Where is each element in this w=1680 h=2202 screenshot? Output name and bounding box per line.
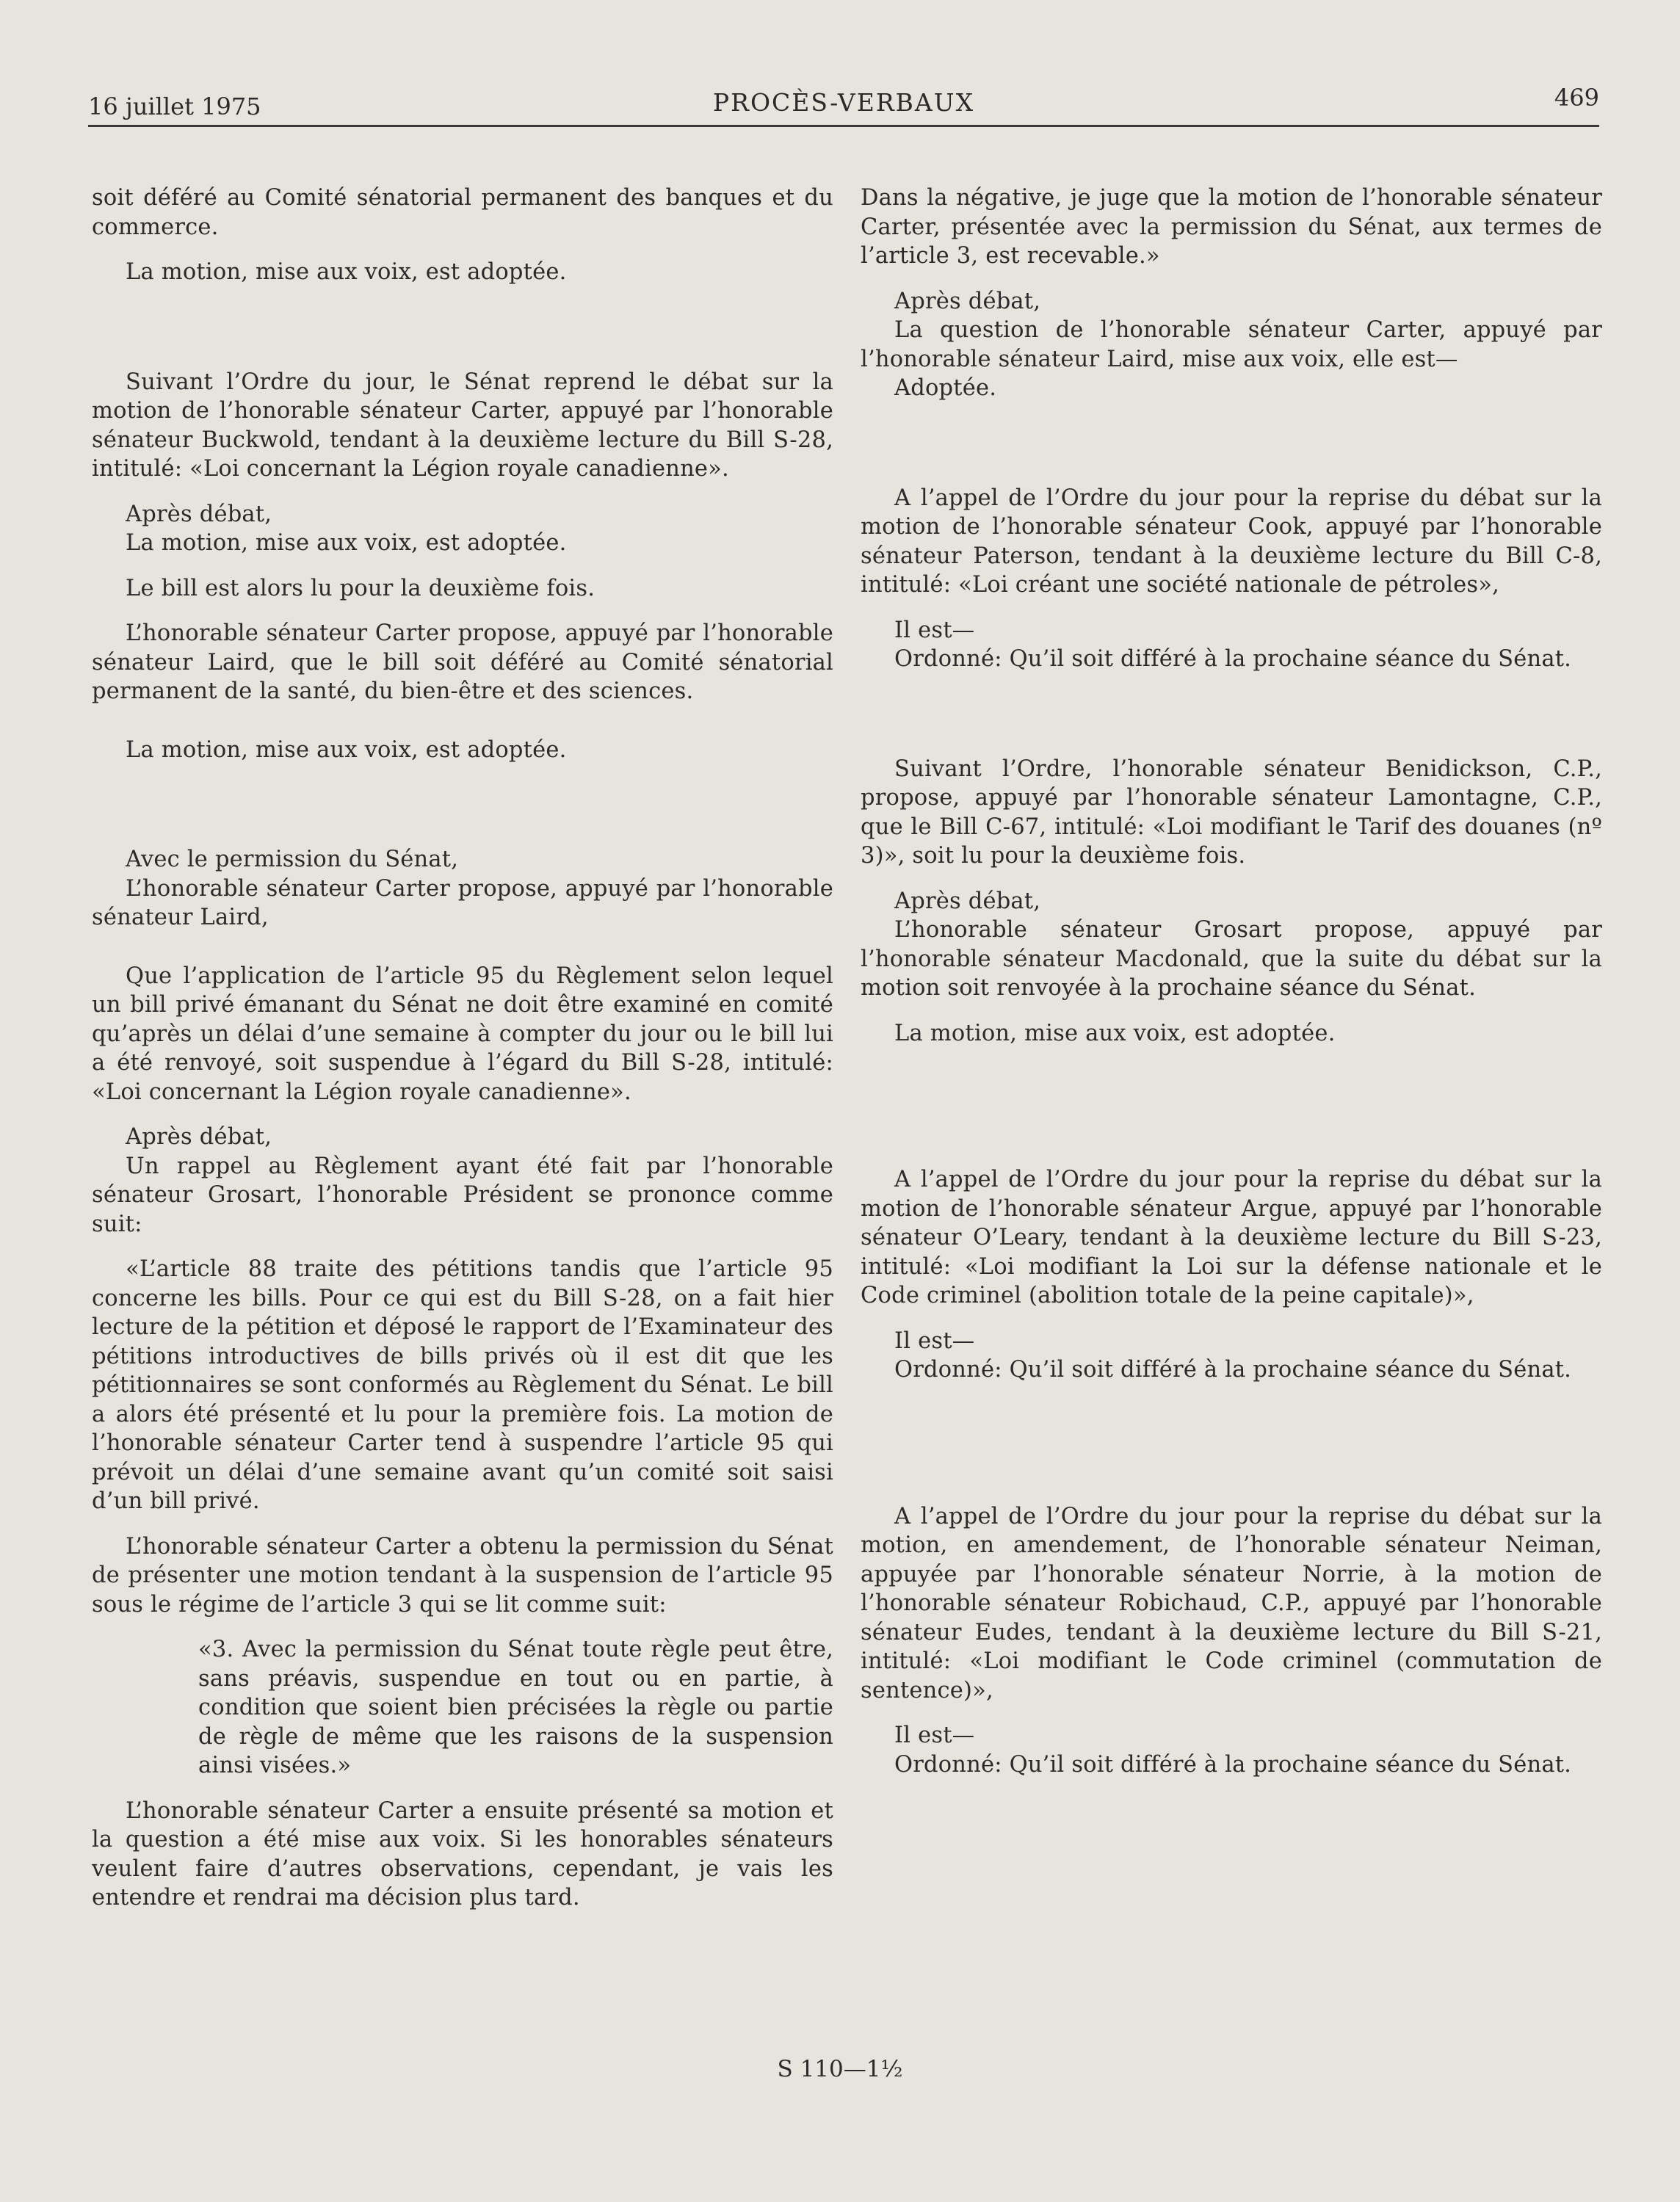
paragraph: L’honorable sénateur Carter propose, appuyé par l’honorable sénateur Laird, que le bill soit déféré au Comité sénatorial permanent de la santé, du bien-être et des sciences. [92,620,833,704]
paragraph: La motion, mise aux voix, est adoptée. [126,530,567,556]
paragraph: Il est— [894,617,975,643]
header-date: 16 juillet 1975 [88,93,261,120]
header-title: PROCÈS-VERBAUX [712,88,975,117]
paragraph: Il est— [894,1723,975,1748]
paragraph: Après débat, [894,888,1041,914]
paragraph: A l’appel de l’Ordre du jour pour la reprise du débat sur la motion de l’honorable sénateur Argue, appuyé par l’honorable sénateur O’Leary, tendant à la deuxième lecture du Bill S-23, intitulé: «Loi modifiant la Loi sur la défense nationale et le Code criminel (abolition totale de la peine capitale)», [861,1167,1602,1308]
paragraph: Avec le permission du Sénat, [126,847,459,872]
paragraph: Adoptée. [894,375,997,401]
paragraph: Il est— [894,1328,975,1354]
paragraph: A l’appel de l’Ordre du jour pour la reprise du débat sur la motion de l’honorable sénateur Cook, appuyé par l’honorable sénateur Paterson, tendant à la deuxième lecture du Bill C-8, intitulé: «Loi créant une société nationale de pétroles», [861,485,1602,598]
paragraph: Dans la négative, je juge que la motion de l’honorable sénateur Carter, présentée avec la permission du Sénat, aux termes de l’article 3, est recevable.» [861,185,1602,269]
page-header [88,82,1599,127]
paragraph: Après débat, [894,288,1041,314]
paragraph: L’honorable sénateur Carter a ensuite présenté sa motion et la question a été mise aux voix. Si les honorables sénateurs veulent faire d’autres observations, cependant, je vais les entendre et rendrai ma décision plus tard. [92,1797,833,1911]
paragraph: Ordonné: Qu’il soit différé à la prochaine séance du Sénat. [894,1357,1572,1383]
paragraph: Un rappel au Règlement ayant été fait par l’honorable sénateur Grosart, l’honorable Président se prononce comme suit: [92,1153,833,1237]
quote-paragraph: «L’article 88 traite des pétitions tandis que l’article 95 concerne les bills. Pour ce qui est du Bill S-28, on a fait hier lecture de la pétition et déposé le rapport de l’Examinateur des pétitions introductives de bills privés où il est dit que les pétitionnaires se sont conformés au Règlement du Sénat. Le bill a alors été présenté et lu pour la première fois. La motion de l’honorable sénateur Carter tend à suspendre l’article 95 qui prévoit un délai d’une semaine avant qu’un comité soit saisi d’un bill privé. [92,1256,833,1514]
paragraph: Suivant l’Ordre du jour, le Sénat reprend le débat sur la motion de l’honorable sénateur Carter, appuyé par l’honorable sénateur Buckwold, tendant à la deuxième lecture du Bill S-28, intitulé: «Loi concernant la Légion royale canadienne». [92,369,833,482]
right-column [861,184,1602,1779]
page-number: 469 [1554,84,1599,112]
paragraph: Suivant l’Ordre, l’honorable sénateur Benidickson, C.P., propose, appuyé par l’honorable sénateur Lamontagne, C.P., que le Bill C-67, intitulé: «Loi modifiant le Tarif des douanes (nº 3)», soit lu pour la deuxième fois. [861,756,1602,869]
page-footer-signature: S 110—1½ [777,2056,903,2082]
paragraph: A l’appel de l’Ordre du jour pour la reprise du débat sur la motion, en amendement, de l’honorable sénateur Neiman, appuyée par l’honorable sénateur Norrie, à la motion de l’honorable sénateur Robichaud, C.P., appuyé par l’honorable sénateur Eudes, tendant à la deuxième lecture du Bill S-21, intitulé: «Loi modifiant le Code criminel (commutation de sentence)», [861,1503,1602,1703]
paragraph: La motion, mise aux voix, est adoptée. [126,259,567,285]
paragraph: La motion, mise aux voix, est adoptée. [126,736,567,763]
paragraph: L’honorable sénateur Grosart propose, appuyé par l’honorable sénateur Macdonald, que la suite du débat sur la motion soit renvoyée à la prochaine séance du Sénat. [861,917,1602,1001]
paragraph: Ordonné: Qu’il soit différé à la prochaine séance du Sénat. [894,1751,1572,1778]
paragraph: soit déféré au Comité sénatorial permanent des banques et du commerce. [92,185,833,240]
paragraph: Ordonné: Qu’il soit différé à la prochaine séance du Sénat. [894,646,1572,672]
paragraph: L’honorable sénateur Carter a obtenu la permission du Sénat de présenter une motion tendant à la suspension de l’article 95 sous le régime de l’article 3 qui se lit comme suit: [92,1533,833,1618]
quoted-rule: «3. Avec la permission du Sénat toute règle peut être, sans préavis, suspendue en tout ou en partie, à condition que soient bien précisées la règle ou partie de règle de même que les raisons de la suspension ainsi visées.» [198,1637,833,1778]
paragraph: La motion, mise aux voix, est adoptée. [894,1020,1336,1046]
paragraph: Le bill est alors lu pour la deuxième fois. [126,575,595,601]
paragraph: L’honorable sénateur Carter propose, appuyé par l’honorable sénateur Laird, [92,875,833,930]
left-column [92,184,833,1913]
paragraph: Après débat, [126,1124,272,1150]
paragraph: Que l’application de l’article 95 du Règlement selon lequel un bill privé émanant du Sénat ne doit être examiné en comité qu’après un délai d’une semaine à compter du jour ou le bill lui a été renvoyé, soit suspendue à l’égard du Bill S-28, intitulé: «Loi concernant la Légion royale canadienne». [92,963,833,1105]
paragraph: Après débat, [126,501,272,527]
paragraph: La question de l’honorable sénateur Carter, appuyé par l’honorable sénateur Laird, mise aux voix, elle est— [861,317,1602,372]
